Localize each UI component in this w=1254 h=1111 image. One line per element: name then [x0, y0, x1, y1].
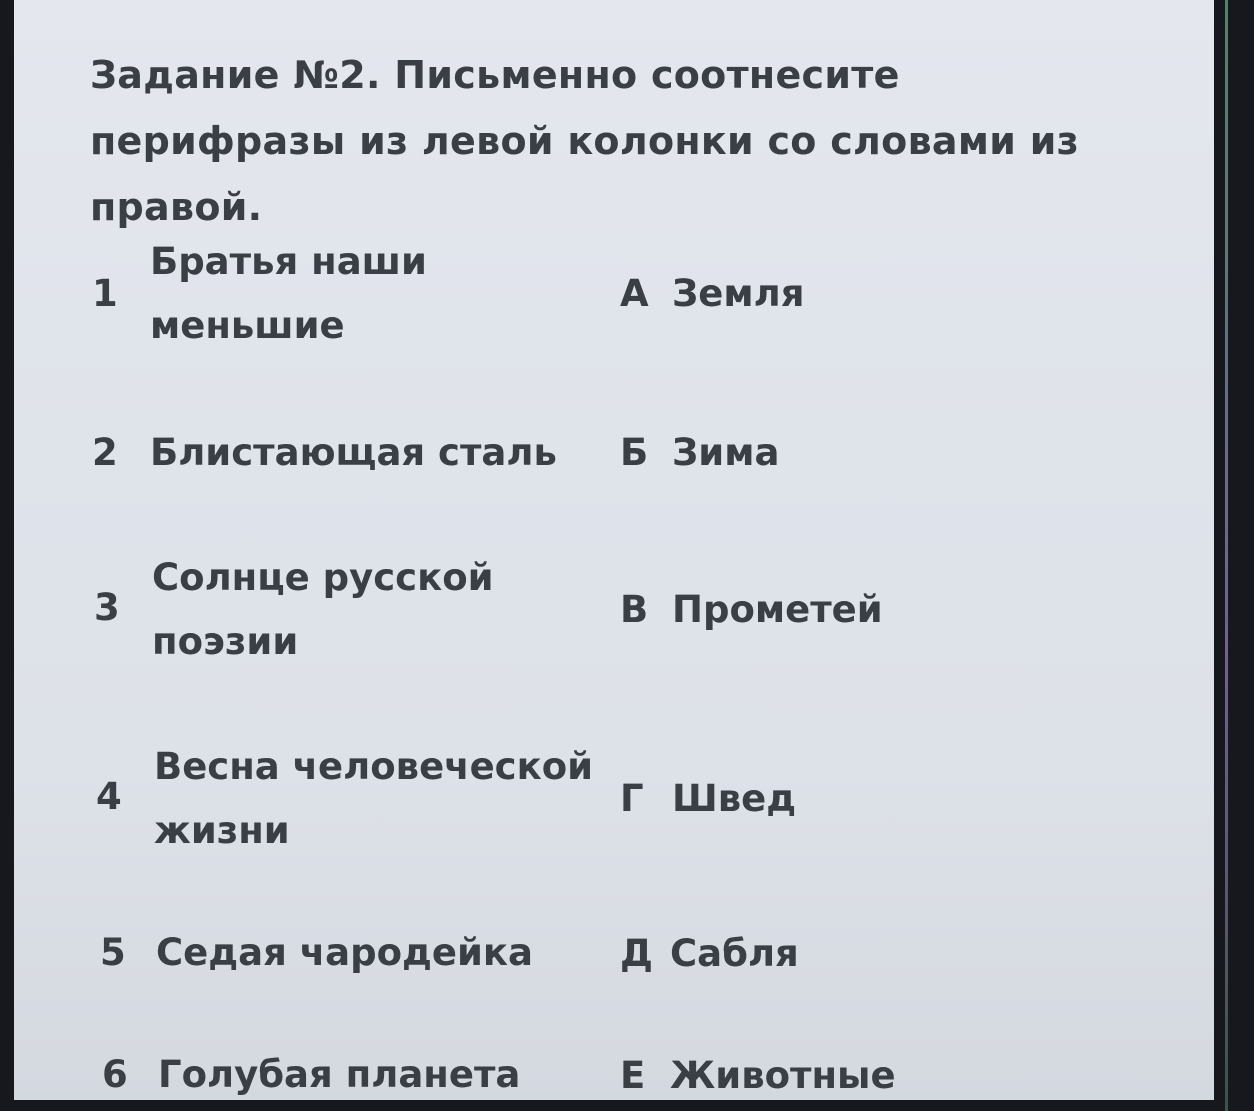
row-number: 4: [96, 775, 122, 818]
row-number: 2: [92, 431, 118, 474]
row-number: 3: [94, 586, 120, 629]
row-number: 5: [100, 931, 126, 974]
answer-letter: А: [620, 272, 649, 315]
periphrasis-line: Весна человеческой: [154, 745, 594, 788]
answer-word: Прометей: [672, 588, 883, 631]
answer-word: Сабля: [670, 932, 799, 975]
periphrasis-line: поэзии: [152, 620, 299, 663]
periphrasis-line: жизни: [154, 809, 290, 852]
answer-letter: Е: [620, 1054, 646, 1097]
answer-letter: Б: [620, 431, 649, 474]
answer-word: Животные: [670, 1054, 896, 1097]
periphrasis-line: Блистающая сталь: [150, 431, 557, 474]
periphrasis-line: Братья наши: [150, 240, 427, 283]
document-screen: [14, 0, 1214, 1100]
screen-edge-glare: [1225, 0, 1228, 1111]
periphrasis-line: Седая чародейка: [156, 931, 533, 974]
answer-letter: Д: [620, 932, 653, 975]
row-number: 1: [92, 272, 118, 315]
periphrasis-line: меньшие: [150, 304, 345, 347]
answer-word: Зима: [672, 431, 780, 474]
periphrasis-line: Голубая планета: [158, 1053, 521, 1096]
task-title: Задание №2. Письменно соотнесите перифразы из левой колонки со словами из правой.: [90, 53, 1079, 229]
answer-word: Швед: [672, 777, 797, 820]
row-number: 6: [102, 1053, 128, 1096]
periphrasis-line: Солнце русской: [152, 556, 494, 599]
answer-word: Земля: [672, 272, 805, 315]
answer-letter: В: [620, 588, 649, 631]
answer-letter: Г: [620, 777, 644, 820]
